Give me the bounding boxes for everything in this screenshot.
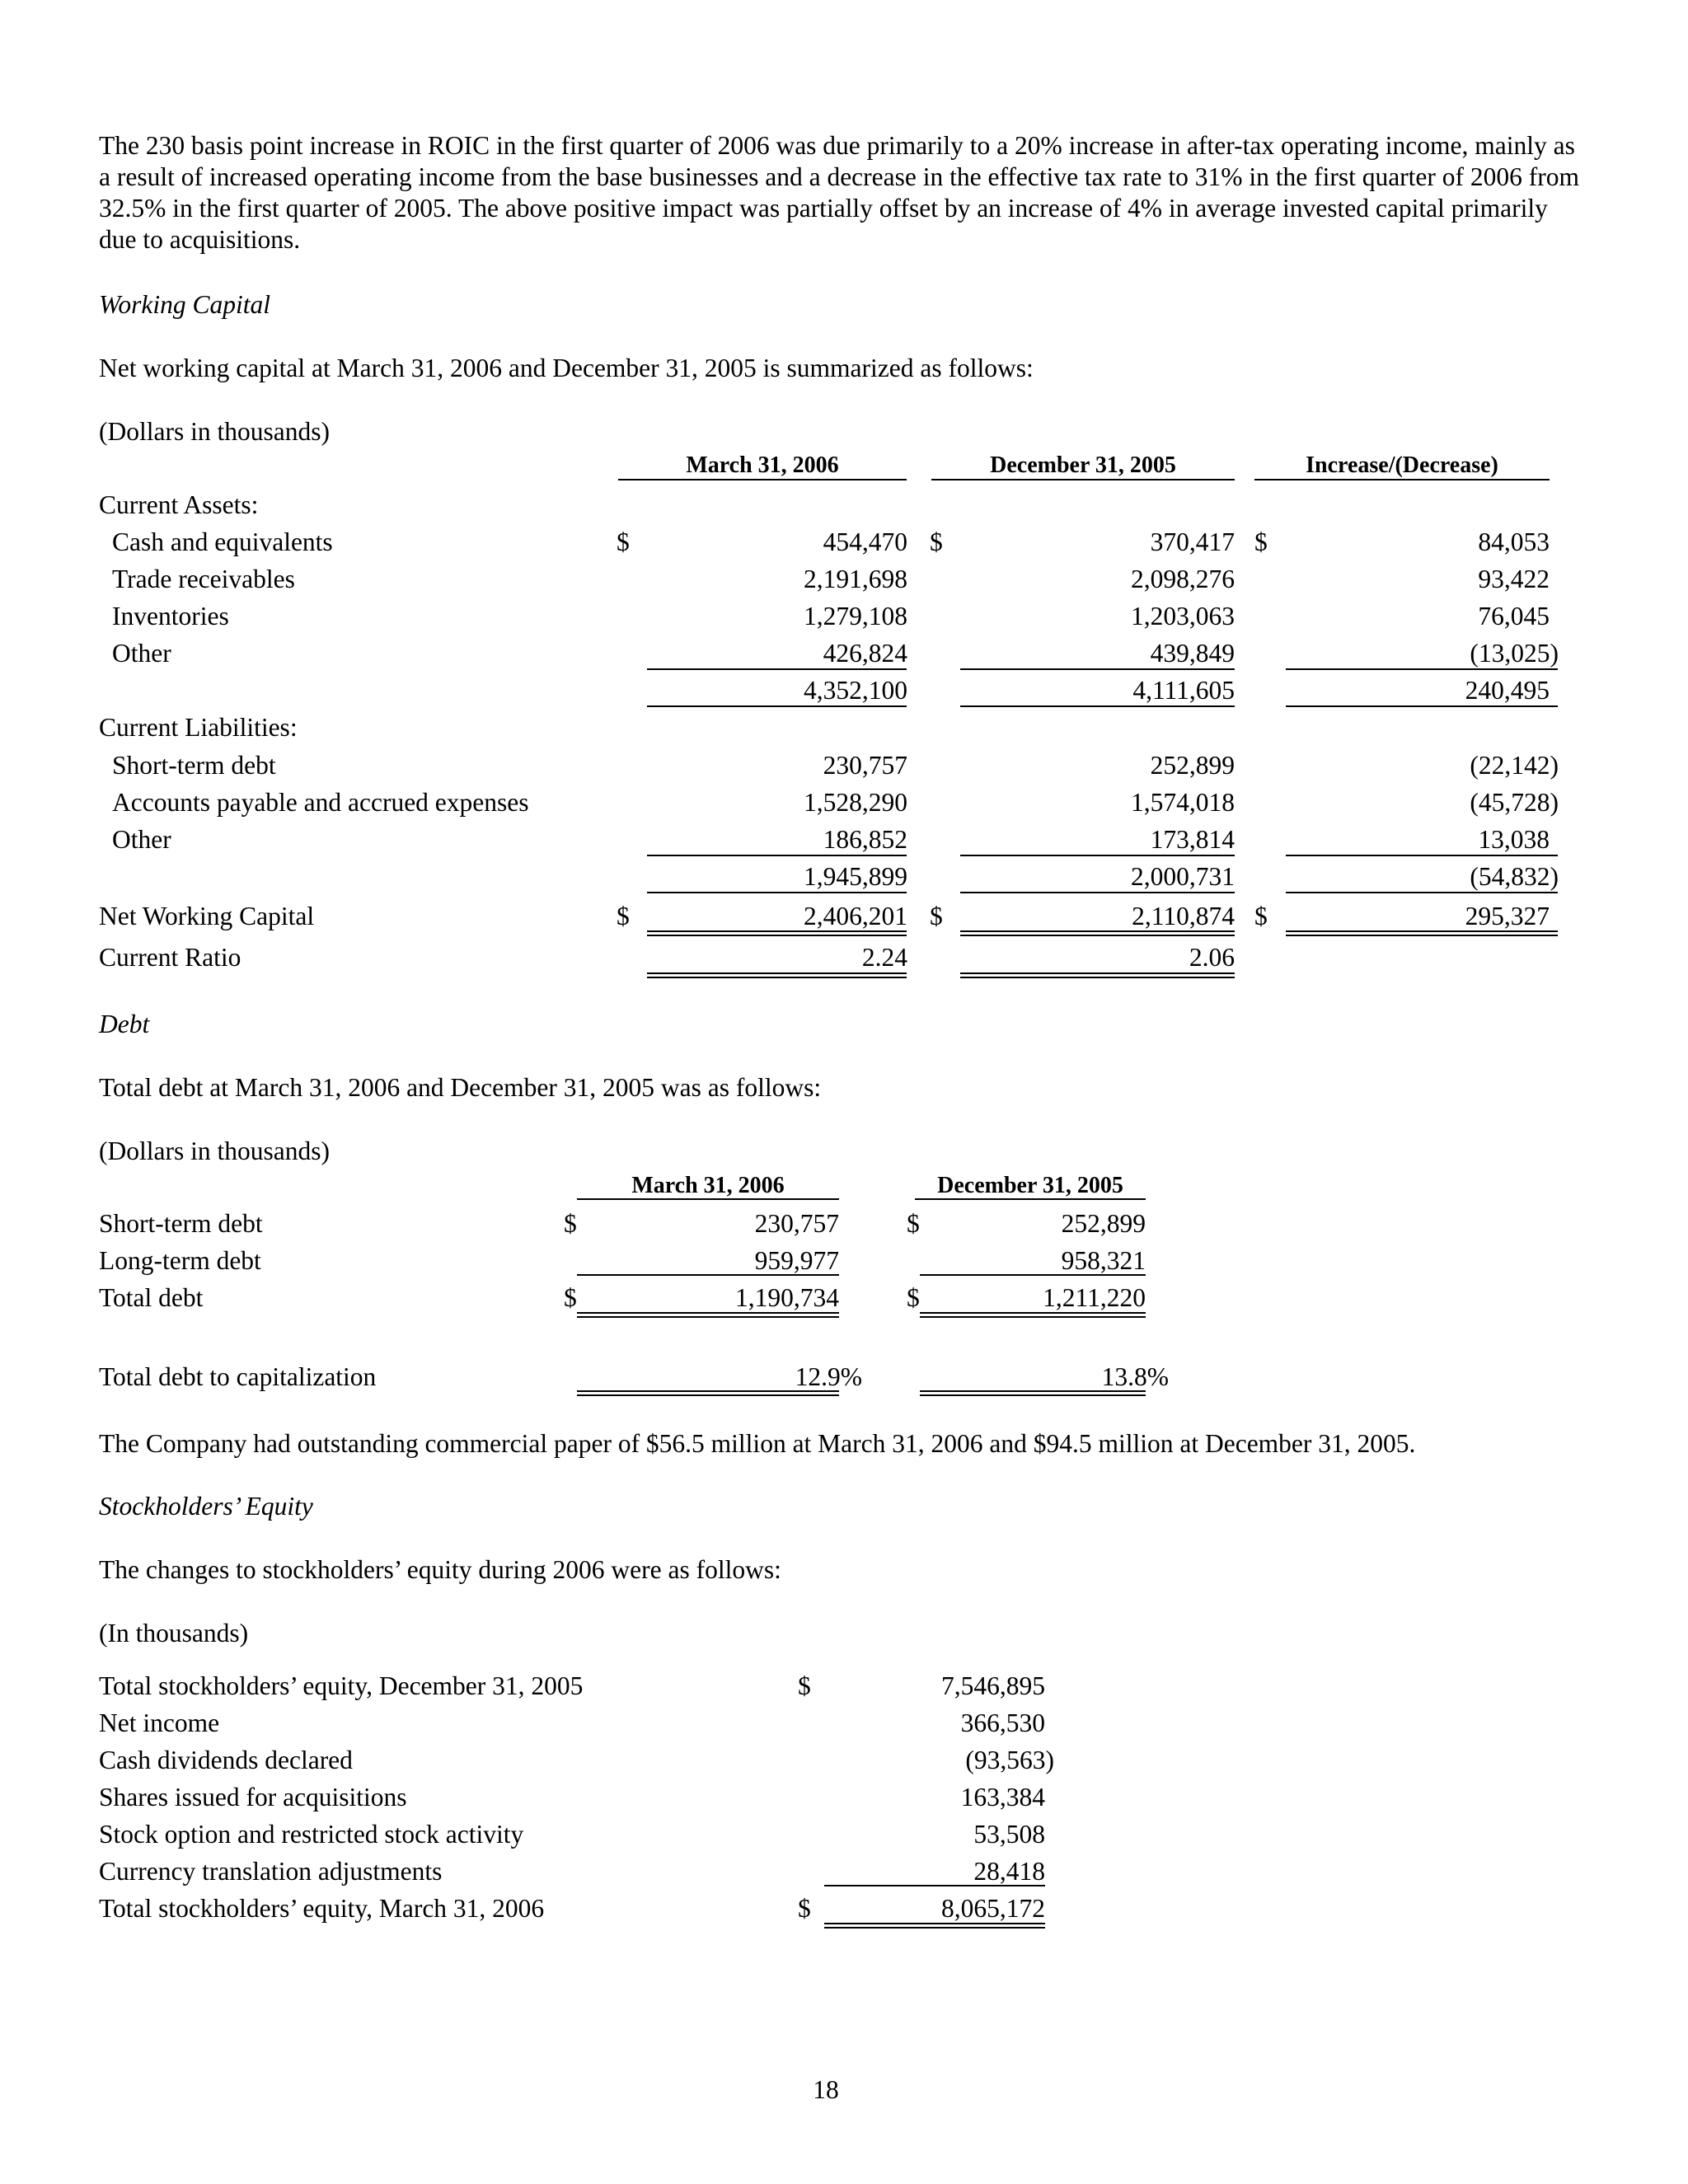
- subtotal-rule: [647, 668, 907, 670]
- wc-cell: 13,038: [1478, 825, 1550, 854]
- debt-cell: 959,977: [754, 1246, 839, 1275]
- wc-row-label: Other: [112, 825, 171, 854]
- wc-cell: 439,849: [1150, 639, 1235, 668]
- wc-cell: 84,053: [1478, 527, 1550, 556]
- total-rule: [647, 705, 907, 707]
- intro-paragraph: The 230 basis point increase in ROIC in the first quarter of 2006 was due primarily to a 20% increase in after-tax operating income, mainly as a result of increased operating income from the base businesses and a decrease in the effective tax rate to 31% in the first quarter of 2006 from 32.5% in the first quarter of 2005. The above positive impact was partially offset by an increase of 4% in average invested capital primarily due to acquisitions.: [99, 131, 1579, 254]
- debt-heading: Debt: [99, 1010, 150, 1038]
- wc-cell: 1,279,108: [804, 602, 907, 630]
- wc-liabilities-total: 1,945,899: [804, 862, 907, 891]
- double-rule: [920, 1390, 1146, 1396]
- equity-intro: The changes to stockholders’ equity during 2006 were as follows:: [99, 1555, 781, 1584]
- equity-cell: 366,530: [960, 1708, 1045, 1737]
- wc-cell: 2,098,276: [1131, 565, 1235, 593]
- wc-row-label: Trade receivables: [112, 565, 295, 593]
- double-rule: [960, 972, 1235, 978]
- wc-cell: 186,852: [823, 825, 907, 854]
- wc-assets-total: 4,352,100: [804, 676, 907, 705]
- double-rule: [647, 930, 907, 936]
- double-rule: [577, 1390, 839, 1396]
- subtotal-rule: [960, 668, 1235, 670]
- nwc-value: 2,406,201: [804, 902, 907, 930]
- equity-heading: Stockholders’ Equity: [99, 1492, 313, 1521]
- wc-cell: 252,899: [1150, 751, 1235, 780]
- subtotal-rule: [577, 1274, 839, 1276]
- debt-column-header-mar-2006: March 31, 2006: [631, 1173, 785, 1198]
- debt-cell: 958,321: [1061, 1246, 1146, 1275]
- equity-cell: 53,508: [973, 1820, 1045, 1849]
- nwc-value: 2,110,874: [1132, 902, 1235, 930]
- commercial-paper-note: The Company had outstanding commercial paper of $56.5 million at March 31, 2006 and $94.5 million at December 31, 2005.: [99, 1429, 1416, 1458]
- debt-cell: 252,899: [1061, 1209, 1146, 1238]
- currency-symbol: $: [930, 902, 943, 930]
- wc-liabilities-total: 2,000,731: [1131, 862, 1235, 891]
- double-rule: [577, 1312, 839, 1318]
- debt-row-label: Long-term debt: [99, 1246, 261, 1275]
- current-ratio-value: 2.24: [861, 943, 907, 972]
- debt-row-label: Short-term debt: [99, 1209, 263, 1238]
- currency-symbol: $: [798, 1894, 811, 1923]
- equity-cell: 28,418: [973, 1857, 1045, 1886]
- wc-row-label: Other: [112, 639, 171, 668]
- currency-symbol: $: [930, 527, 943, 556]
- wc-cell: 426,824: [823, 639, 907, 668]
- double-rule: [960, 930, 1235, 936]
- wc-cell: 370,417: [1150, 527, 1235, 556]
- total-rule: [647, 892, 907, 893]
- double-rule: [1286, 930, 1558, 936]
- wc-cell: (45,728): [1470, 788, 1559, 817]
- debt-total: 1,211,220: [1043, 1283, 1146, 1312]
- wc-cell: 2,191,698: [804, 565, 907, 593]
- wc-cell: 1,574,018: [1131, 788, 1235, 817]
- wc-cell: 173,814: [1150, 825, 1235, 854]
- wc-cell: 76,045: [1478, 602, 1550, 630]
- equity-row-label: Currency translation adjustments: [99, 1857, 443, 1886]
- wc-row-label: Cash and equivalents: [112, 527, 333, 556]
- wc-column-header-change: Increase/(Decrease): [1306, 452, 1498, 478]
- wc-row-label: Inventories: [112, 602, 229, 630]
- wc-assets-total: 4,111,605: [1132, 676, 1235, 705]
- subtotal-rule: [1286, 668, 1558, 670]
- wc-row-label: Accounts payable and accrued expenses: [112, 788, 529, 817]
- total-rule: [1286, 705, 1558, 707]
- debt-cell: 230,757: [754, 1209, 839, 1238]
- total-rule: [960, 892, 1235, 893]
- currency-symbol: $: [564, 1283, 577, 1312]
- equity-row-label: Total stockholders’ equity, March 31, 2006: [99, 1894, 545, 1923]
- wc-row-label: Short-term debt: [112, 751, 276, 780]
- wc-cell: 454,470: [823, 527, 907, 556]
- wc-header-rule: [1254, 479, 1550, 480]
- subtotal-rule: [824, 1885, 1045, 1886]
- double-rule: [647, 972, 907, 978]
- subtotal-rule: [1286, 855, 1558, 856]
- double-rule: [920, 1312, 1146, 1318]
- current-ratio-value: 2.06: [1189, 943, 1235, 972]
- total-rule: [1286, 892, 1558, 893]
- currency-symbol: $: [617, 902, 630, 930]
- debt-intro: Total debt at March 31, 2006 and December 31, 2005 was as follows:: [99, 1073, 822, 1102]
- wc-cell: 93,422: [1478, 565, 1550, 593]
- working-capital-intro: Net working capital at March 31, 2006 and December 31, 2005 is summarized as follows:: [99, 354, 1034, 382]
- equity-row-label: Net income: [99, 1708, 220, 1737]
- currency-symbol: $: [1254, 902, 1268, 930]
- currency-symbol: $: [907, 1283, 920, 1312]
- debt-header-rule: [577, 1198, 839, 1200]
- current-liabilities-label: Current Liabilities:: [99, 713, 298, 742]
- equity-row-label: Total stockholders’ equity, December 31, 2005: [99, 1671, 584, 1700]
- wc-header-rule: [618, 479, 907, 480]
- equity-cell: 7,546,895: [941, 1671, 1045, 1700]
- equity-row-label: Cash dividends declared: [99, 1746, 353, 1774]
- debt-units: (Dollars in thousands): [99, 1137, 330, 1165]
- current-ratio-label: Current Ratio: [99, 943, 241, 972]
- equity-row-label: Stock option and restricted stock activity: [99, 1820, 524, 1849]
- page-number: 18: [813, 2075, 839, 2104]
- net-working-capital-label: Net Working Capital: [99, 902, 315, 930]
- wc-header-rule: [931, 479, 1235, 480]
- equity-units: (In thousands): [99, 1619, 249, 1647]
- debt-header-rule: [915, 1198, 1146, 1200]
- wc-column-header-dec-2005: December 31, 2005: [990, 452, 1176, 478]
- capitalization-label: Total debt to capitalization: [99, 1362, 377, 1391]
- subtotal-rule: [960, 855, 1235, 856]
- current-assets-label: Current Assets:: [99, 490, 259, 519]
- working-capital-heading: Working Capital: [99, 290, 270, 319]
- wc-cell: (22,142): [1470, 751, 1559, 780]
- total-rule: [960, 705, 1235, 707]
- wc-assets-total: 240,495: [1465, 676, 1550, 705]
- currency-symbol: $: [907, 1209, 920, 1238]
- currency-symbol: $: [564, 1209, 577, 1238]
- debt-column-header-dec-2005: December 31, 2005: [937, 1173, 1123, 1198]
- working-capital-units: (Dollars in thousands): [99, 417, 330, 446]
- equity-total: 8,065,172: [941, 1894, 1045, 1923]
- wc-liabilities-total: (54,832): [1470, 862, 1559, 891]
- wc-cell: 230,757: [823, 751, 907, 780]
- wc-cell: (13,025): [1470, 639, 1559, 668]
- equity-row-label: Shares issued for acquisitions: [99, 1783, 407, 1811]
- currency-symbol: $: [617, 527, 630, 556]
- equity-cell: (93,563): [965, 1746, 1054, 1774]
- currency-symbol: $: [1254, 527, 1268, 556]
- subtotal-rule: [920, 1274, 1146, 1276]
- subtotal-rule: [647, 855, 907, 856]
- wc-column-header-mar-2006: March 31, 2006: [686, 452, 839, 478]
- currency-symbol: $: [798, 1671, 811, 1700]
- nwc-value: 295,327: [1465, 902, 1550, 930]
- debt-row-label: Total debt: [99, 1283, 204, 1312]
- debt-total: 1,190,734: [735, 1283, 839, 1312]
- wc-cell: 1,203,063: [1131, 602, 1235, 630]
- capitalization-value: 12.9%: [795, 1362, 862, 1391]
- double-rule: [824, 1923, 1045, 1929]
- wc-cell: 1,528,290: [804, 788, 907, 817]
- capitalization-value: 13.8%: [1101, 1362, 1169, 1391]
- equity-cell: 163,384: [960, 1783, 1045, 1811]
